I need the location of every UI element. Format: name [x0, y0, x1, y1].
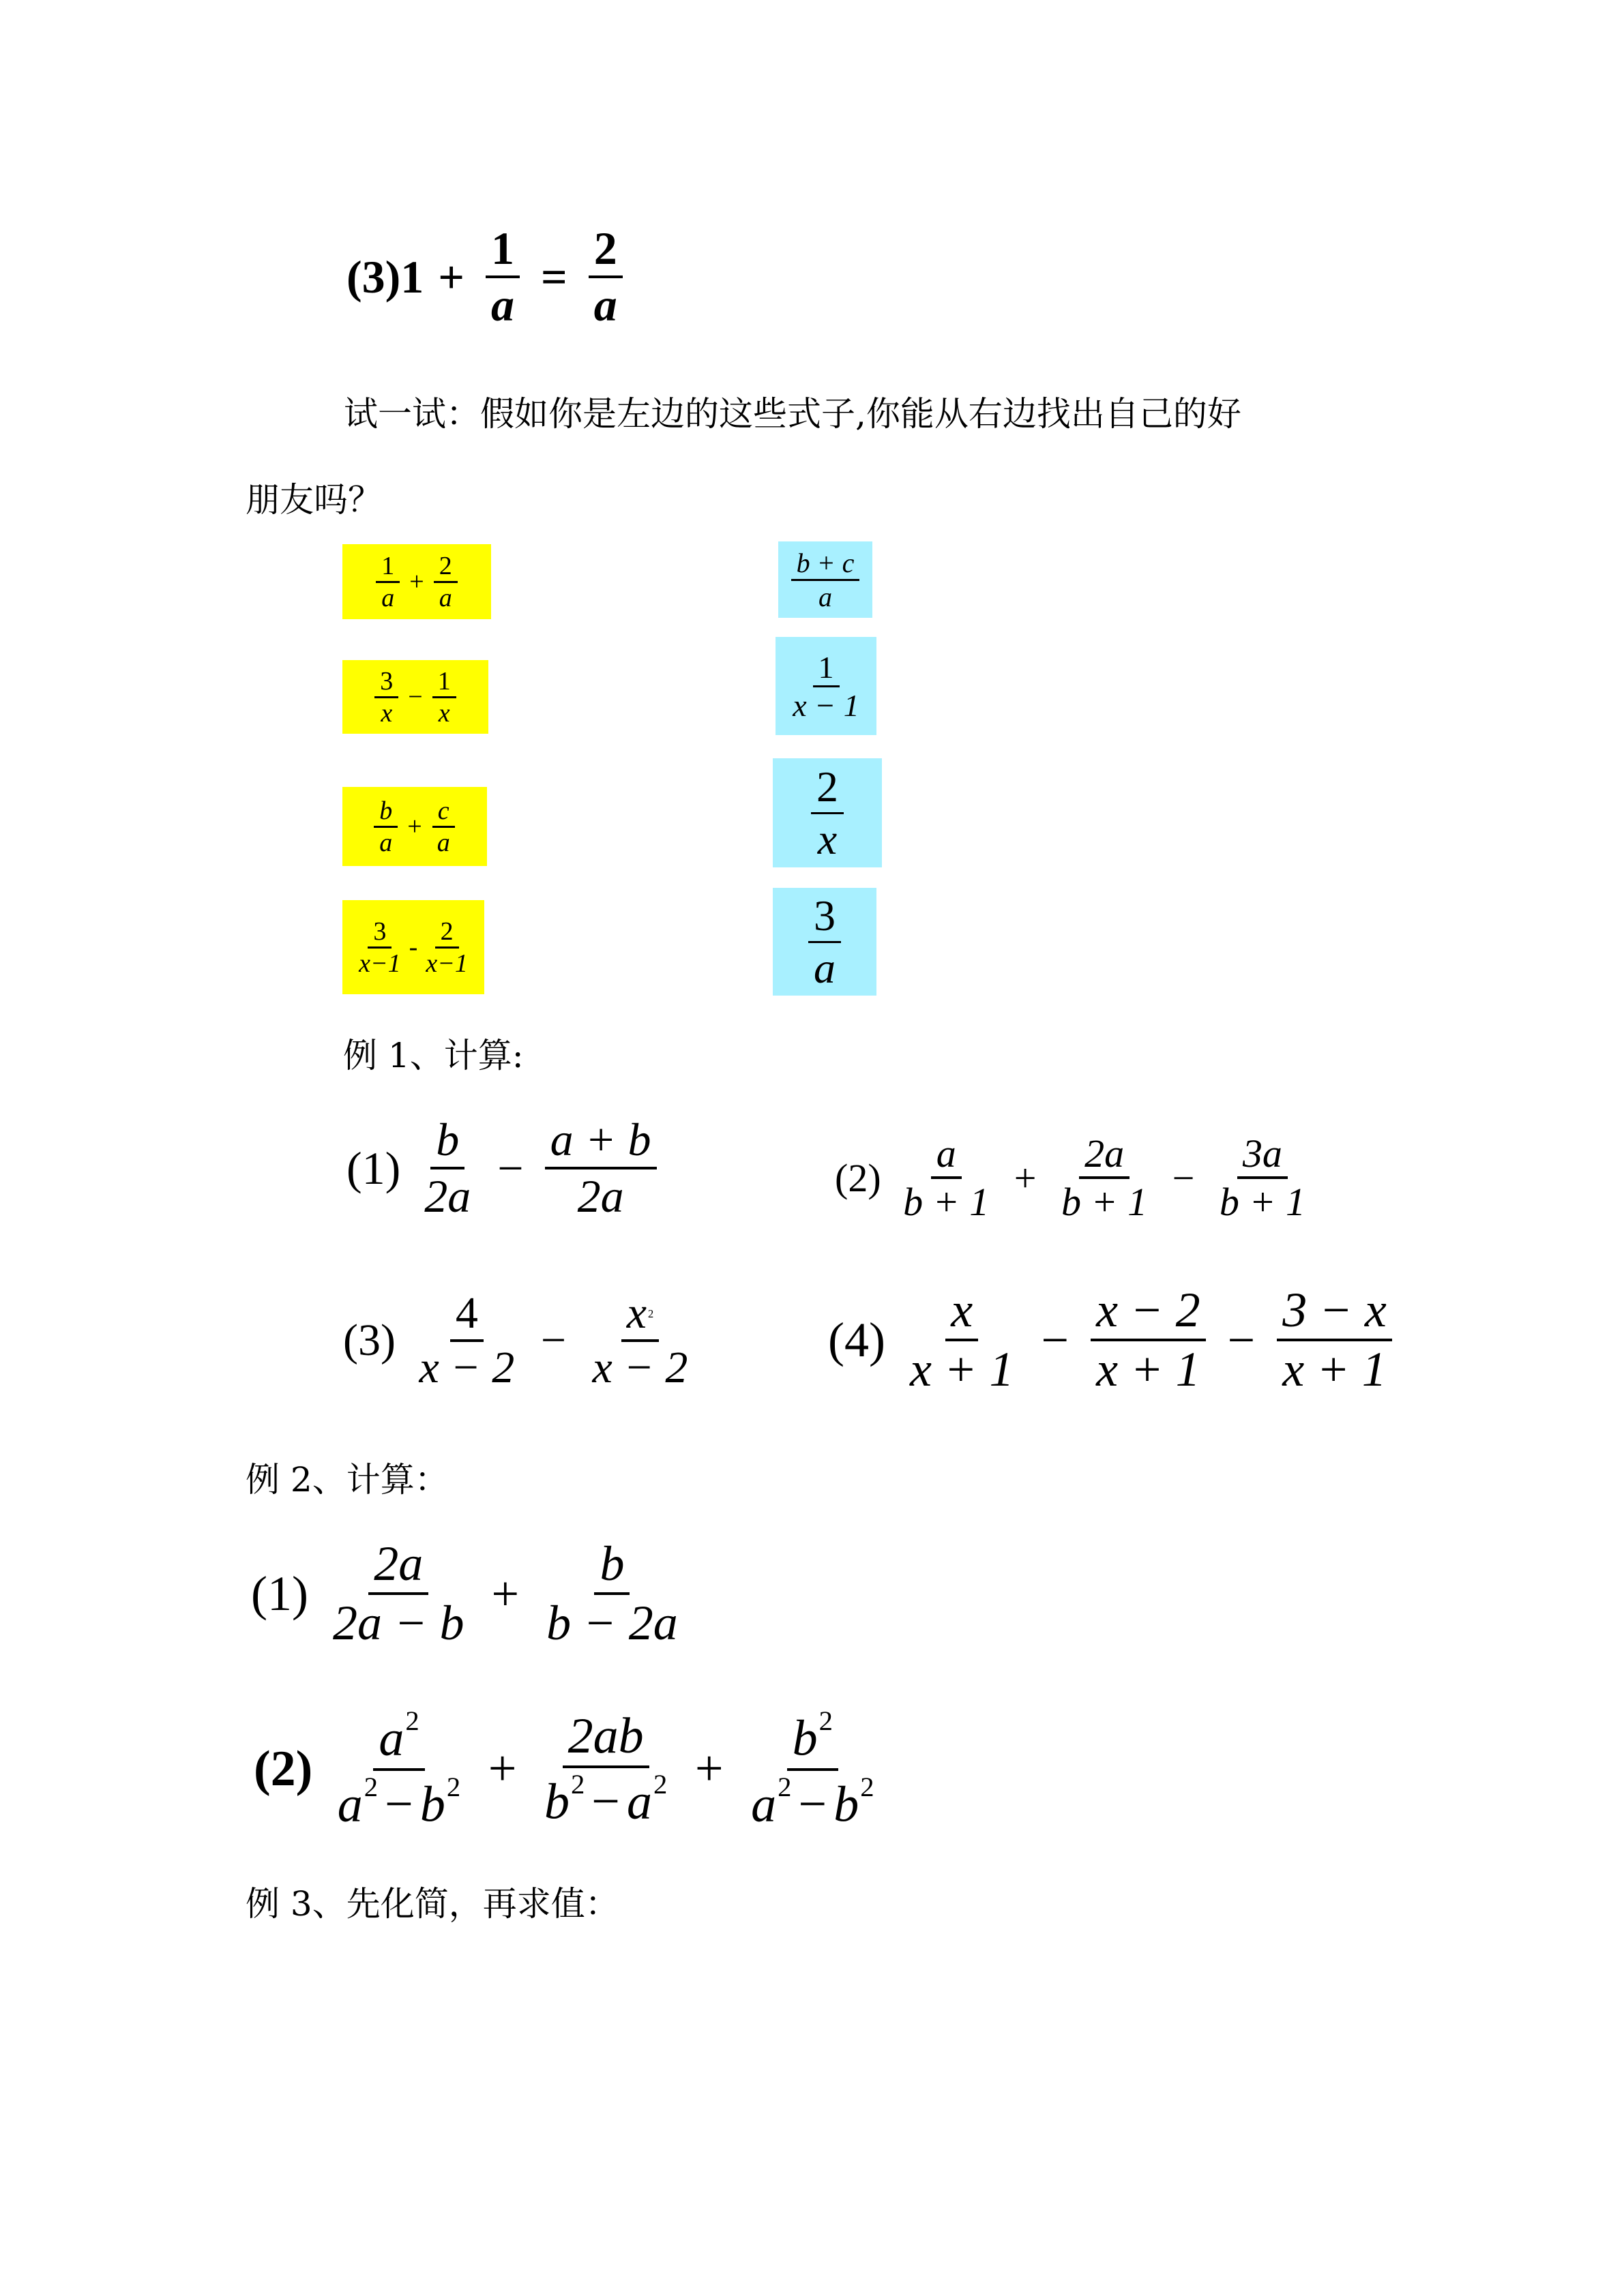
fraction: $\frac{1}{a}$ [486, 222, 520, 332]
intro-line-2: 朋友吗？ [246, 480, 382, 520]
right-card-1: $\frac{b + c}{a}$ [778, 541, 872, 618]
left-card-2: $\frac{3}{x}$ − $\frac{1}{x}$ [342, 660, 488, 734]
fraction: $\frac{2ab}{b^2 - a^2}$ [544, 1708, 668, 1830]
left-card-3: $\frac{b}{a}$ + $\frac{c}{a}$ [342, 787, 487, 866]
equals-sign: = [541, 250, 567, 303]
example1-heading: 例 1、计算: [343, 1036, 524, 1075]
plus-sign: + [438, 250, 465, 303]
example2-heading: 例 2、计算： [246, 1460, 449, 1500]
example1-problem-2: (2) $\frac{a}{b + 1}$ + $\frac{2a}{b + 1}$ − $\frac{3a}{b + 1}$ [835, 1131, 1305, 1224]
right-card-3: $\frac{2}{x}$ [773, 758, 882, 867]
right-card-2: $\frac{1}{x - 1}$ [776, 637, 876, 735]
intro-line-1: 试一试：假如你是左边的这些式子,你能从右边找出自己的好 [344, 394, 1241, 434]
fraction: $\frac{2}{a}$ [589, 222, 623, 332]
example1-problem-4: (4) $\frac{x}{x + 1}$ − $\frac{x - 2}{x + 1}$ − $\frac{3 - x}{x + 1}$ [828, 1282, 1399, 1398]
equation-label: (3) [346, 250, 401, 303]
left-card-4: $\frac{3}{x-1}$ - $\frac{2}{x-1}$ [342, 900, 484, 994]
left-card-1: $\frac{1}{a}$ + $\frac{2}{a}$ [342, 544, 491, 619]
header-equation [346, 222, 630, 332]
fraction: $\frac{b^2}{a^2 - b^2}$ [751, 1705, 874, 1833]
equation-lead: 1 [400, 250, 424, 303]
example1-problem-3: (3) $\frac{4}{x - 2}$ − $\frac{x ^2}{x - 2}$ [343, 1288, 688, 1392]
right-card-4: $\frac{3}{a}$ [773, 888, 876, 996]
fraction: $\frac{a^2}{a^2 - b^2}$ [337, 1705, 461, 1833]
problem-label: (2) [254, 1741, 313, 1798]
example2-problem-1: (1) $\frac{2a}{2a - b}$ + $\frac{b}{b - 2a}$ [251, 1536, 678, 1650]
example2-problem-2: (2) $\frac{a^2}{a^2 - b^2}$ + $\frac{2ab}{b^2 - a^2}$ + $\frac{b^2}{a^2 - b^2}$ [254, 1705, 887, 1834]
example3-heading: 例 3、先化简，再求值： [246, 1884, 619, 1924]
example1-problem-1: (1) $\frac{b}{2a}$ − $\frac{a + b}{2a}$ [346, 1113, 664, 1223]
